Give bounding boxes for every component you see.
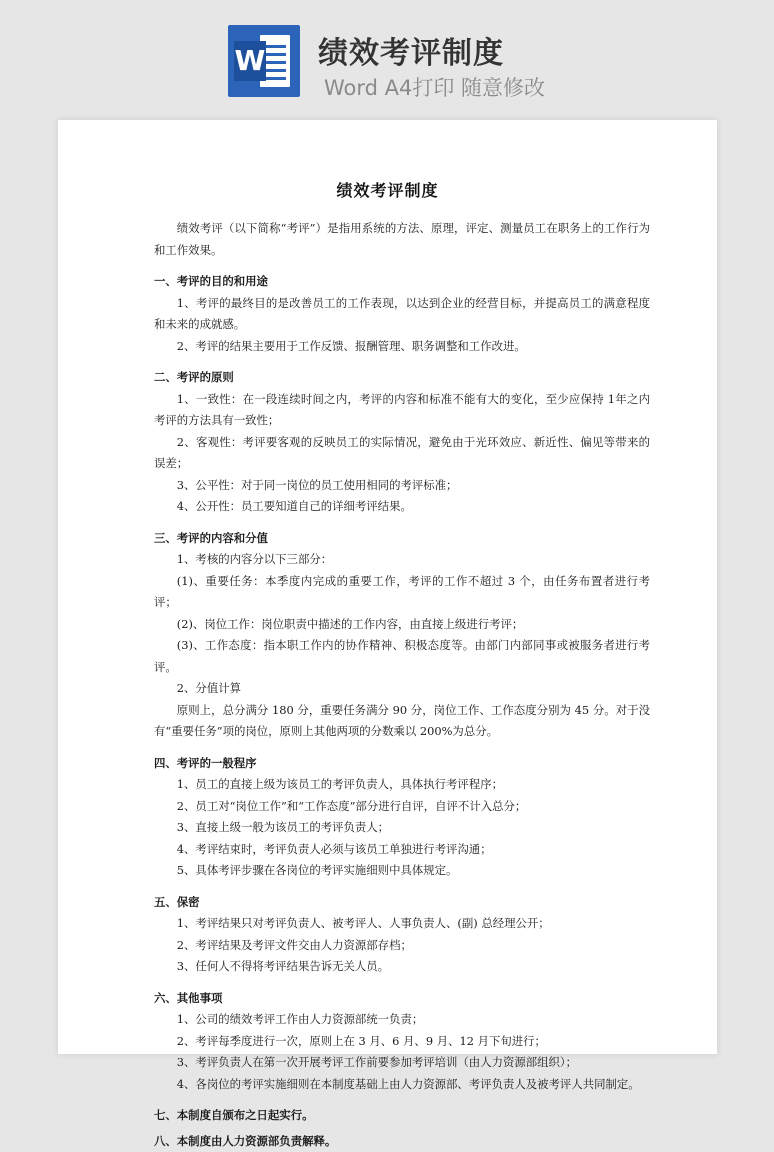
list-item: 5、具体考评步骤在各岗位的考评实施细则中具体规定。 — [154, 860, 650, 882]
list-item: 2、分值计算 — [154, 678, 650, 700]
section-heading-7: 七、本制度自颁布之日起实行。 — [154, 1105, 650, 1127]
list-item: 3、直接上级一般为该员工的考评负责人； — [154, 817, 650, 839]
document-page — [58, 120, 717, 1054]
list-item: (2)、岗位工作：岗位职责中描述的工作内容，由直接上级进行考评； — [154, 614, 650, 636]
list-item: 2、考评结果及考评文件交由人力资源部存档； — [154, 935, 650, 957]
banner-title: 绩效考评制度 — [318, 28, 504, 72]
document-title: 绩效考评制度 — [58, 178, 717, 201]
list-item: 3、公平性：对于同一岗位的员工使用相同的考评标准； — [154, 475, 650, 497]
list-item: 4、考评结束时，考评负责人必须与该员工单独进行考评沟通； — [154, 839, 650, 861]
list-item: 3、考评负责人在第一次开展考评工作前要参加考评培训（由人力资源部组织）； — [154, 1052, 650, 1074]
list-item: 原则上，总分满分 180 分，重要任务满分 90 分，岗位工作、工作态度分别为 45 分。对于没有“重要任务”项的岗位，原则上其他两项的分数乘以 200%为总分。 — [154, 700, 650, 743]
word-icon — [228, 25, 300, 97]
word-letter: W — [234, 41, 266, 81]
list-item: 4、公开性：员工要知道自己的详细考评结果。 — [154, 496, 650, 518]
banner-subtitle: Word A4打印 随意修改 — [324, 72, 545, 102]
list-item: 2、客观性：考评要客观的反映员工的实际情况，避免由于光环效应、新近性、偏见等带来的误差； — [154, 432, 650, 475]
list-item: 2、考评每季度进行一次，原则上在 3 月、6 月、9 月、12 月下旬进行； — [154, 1031, 650, 1053]
list-item: (3)、工作态度：指本职工作内的协作精神、积极态度等。由部门内部同事或被服务者进行考评。 — [154, 635, 650, 678]
list-item: 4、各岗位的考评实施细则在本制度基础上由人力资源部、考评负责人及被考评人共同制定。 — [154, 1074, 650, 1096]
list-item: 1、考评的最终目的是改善员工的工作表现，以达到企业的经营目标，并提高员工的满意程度和未来的成就感。 — [154, 293, 650, 336]
list-item: (1)、重要任务：本季度内完成的重要工作，考评的工作不超过 3 个，由任务布置者进行考评； — [154, 571, 650, 614]
document-body — [154, 218, 650, 1152]
intro-paragraph: 绩效考评（以下简称“考评”）是指用系统的方法、原理，评定、测量员工在职务上的工作行为和工作效果。 — [154, 218, 650, 261]
section-heading-5: 五、保密 — [154, 892, 650, 914]
list-item: 3、任何人不得将考评结果告诉无关人员。 — [154, 956, 650, 978]
section-heading-6: 六、其他事项 — [154, 988, 650, 1010]
list-item: 1、员工的直接上级为该员工的考评负责人，具体执行考评程序； — [154, 774, 650, 796]
section-heading-2: 二、考评的原则 — [154, 367, 650, 389]
list-item: 2、考评的结果主要用于工作反馈、报酬管理、职务调整和工作改进。 — [154, 336, 650, 358]
list-item: 1、公司的绩效考评工作由人力资源部统一负责； — [154, 1009, 650, 1031]
section-heading-8: 八、本制度由人力资源部负责解释。 — [154, 1131, 650, 1152]
section-heading-1: 一、考评的目的和用途 — [154, 271, 650, 293]
section-heading-4: 四、考评的一般程序 — [154, 753, 650, 775]
list-item: 1、一致性：在一段连续时间之内，考评的内容和标准不能有大的变化，至少应保持 1年之内考评的方法具有一致性； — [154, 389, 650, 432]
list-item: 1、考评结果只对考评负责人、被考评人、人事负责人、(副) 总经理公开； — [154, 913, 650, 935]
section-heading-3: 三、考评的内容和分值 — [154, 528, 650, 550]
header-banner — [0, 0, 774, 112]
list-item: 1、考核的内容分以下三部分： — [154, 549, 650, 571]
list-item: 2、员工对“岗位工作”和“工作态度”部分进行自评，自评不计入总分； — [154, 796, 650, 818]
